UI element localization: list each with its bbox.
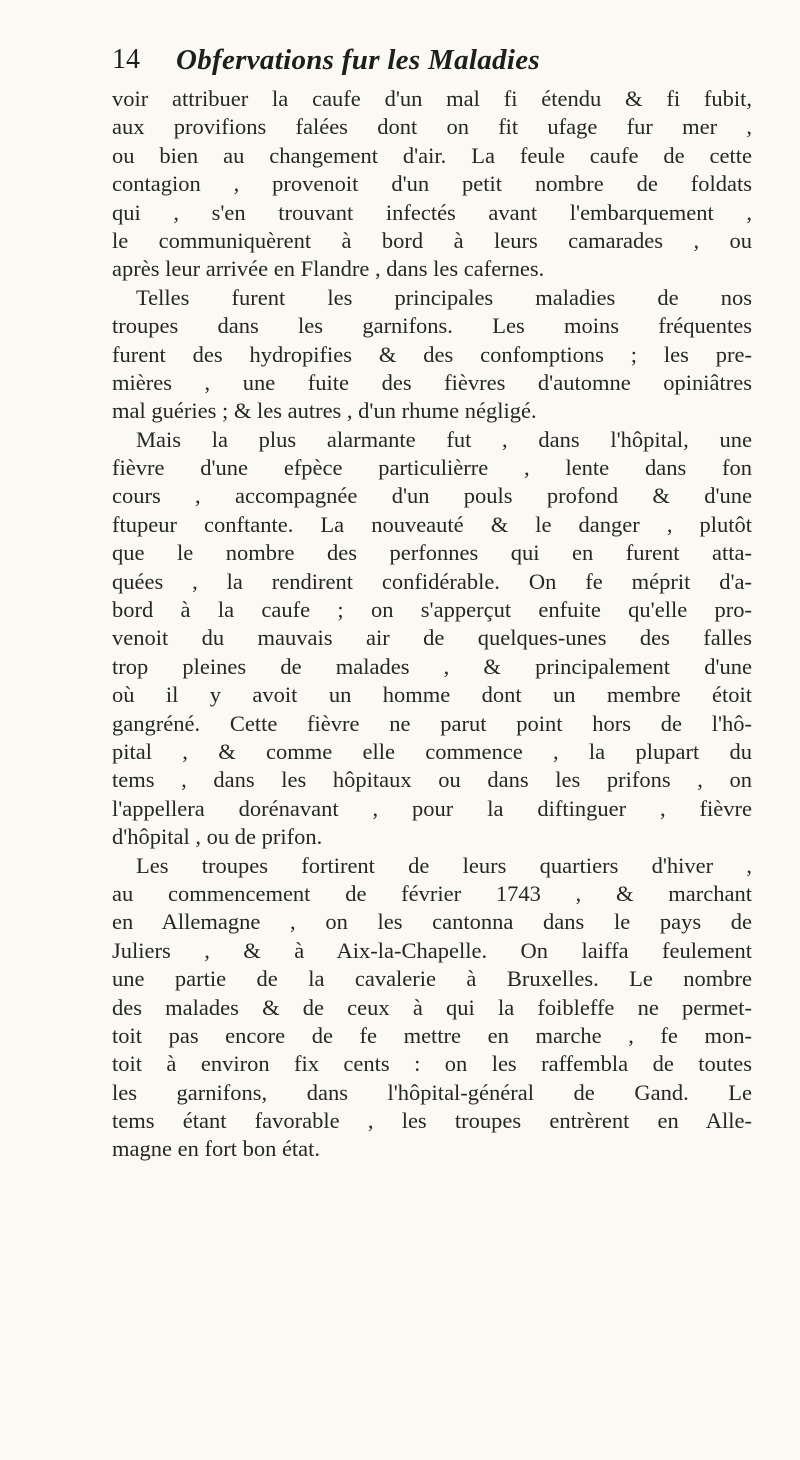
running-title: Obfervations fur les Maladies <box>176 44 540 76</box>
text-line: pital , & comme elle commence , la plupart du <box>112 738 752 764</box>
text-line: furent des hydropifies & des confomptions ; les pre- <box>112 341 752 367</box>
text-line: au commencement de février 1743 , & marchant <box>112 880 752 906</box>
text-line: toit à environ fix cents : on les raffembla de toutes <box>112 1051 752 1077</box>
text-line: ftupeur conftante. La nouveauté & le danger , plutôt <box>112 511 752 537</box>
text-line: ou bien au changement d'air. La feule caufe de cette <box>112 142 752 168</box>
body-text <box>112 85 752 1164</box>
text-line: Juliers , & à Aix-la-Chapelle. On laiffa feulement <box>112 937 752 963</box>
text-line: mal guéries ; & les autres , d'un rhume négligé. <box>112 398 537 424</box>
text-line: tems étant favorable , les troupes entrèrent en Alle- <box>112 1108 752 1134</box>
text-line: les garnifons, dans l'hôpital-général de Gand. Le <box>112 1079 752 1105</box>
text-line: mières , une fuite des fièvres d'automne opiniâtres <box>112 369 752 395</box>
text-line: l'appellera dorénavant , pour la diftinguer , fièvre <box>112 795 752 821</box>
text-line: des malades & de ceux à qui la foibleffe ne permet- <box>112 994 752 1020</box>
text-line: contagion , provenoit d'un petit nombre de foldats <box>112 171 752 197</box>
text-line: bord à la caufe ; on s'apperçut enfuite qu'elle pro- <box>112 597 752 623</box>
text-line: Telles furent les principales maladies de nos <box>136 284 752 310</box>
text-line: le communiquèrent à bord à leurs camarades , ou <box>112 227 752 253</box>
text-line: troupes dans les garnifons. Les moins fréquentes <box>112 313 752 339</box>
text-line: voir attribuer la caufe d'un mal fi étendu & fi fubit, <box>112 86 752 111</box>
text-line: Les troupes fortirent de leurs quartiers d'hiver , <box>136 852 752 878</box>
text-line: que le nombre des perfonnes qui en furent atta- <box>112 540 752 566</box>
text-line: une partie de la cavalerie à Bruxelles. Le nombre <box>112 966 752 992</box>
text-line: où il y avoit un homme dont un membre étoit <box>112 682 752 708</box>
text-line: en Allemagne , on les cantonna dans le pays de <box>112 909 752 935</box>
text-line: toit pas encore de fe mettre en marche , fe mon- <box>112 1022 752 1048</box>
text-line: trop pleines de malades , & principalement d'une <box>112 653 752 679</box>
text-line: gangréné. Cette fièvre ne parut point hors de l'hô- <box>112 710 752 736</box>
page-number: 14 <box>112 44 140 75</box>
text-line: fièvre d'une efpèce particulièrre , lente dans fon <box>112 455 752 481</box>
text-line: tems , dans les hôpitaux ou dans les prifons , on <box>112 767 752 793</box>
text-line: aux provifions falées dont on fit ufage fur mer , <box>112 114 752 140</box>
text-line: d'hôpital , ou de prifon. <box>112 824 323 850</box>
text-line: cours , accompagnée d'un pouls profond & d'une <box>112 483 752 509</box>
text-line: qui , s'en trouvant infectés avant l'embarquement , <box>112 199 752 225</box>
text-line: magne en fort bon état. <box>112 1136 321 1162</box>
text-line: après leur arrivée en Flandre , dans les cafernes. <box>112 256 545 282</box>
running-head <box>112 40 752 80</box>
text-line: quées , la rendirent confidérable. On fe méprit d'a- <box>112 568 752 594</box>
text-line: Mais la plus alarmante fut , dans l'hôpital, une <box>136 426 752 452</box>
text-line: venoit du mauvais air de quelques-unes des falles <box>112 625 752 651</box>
